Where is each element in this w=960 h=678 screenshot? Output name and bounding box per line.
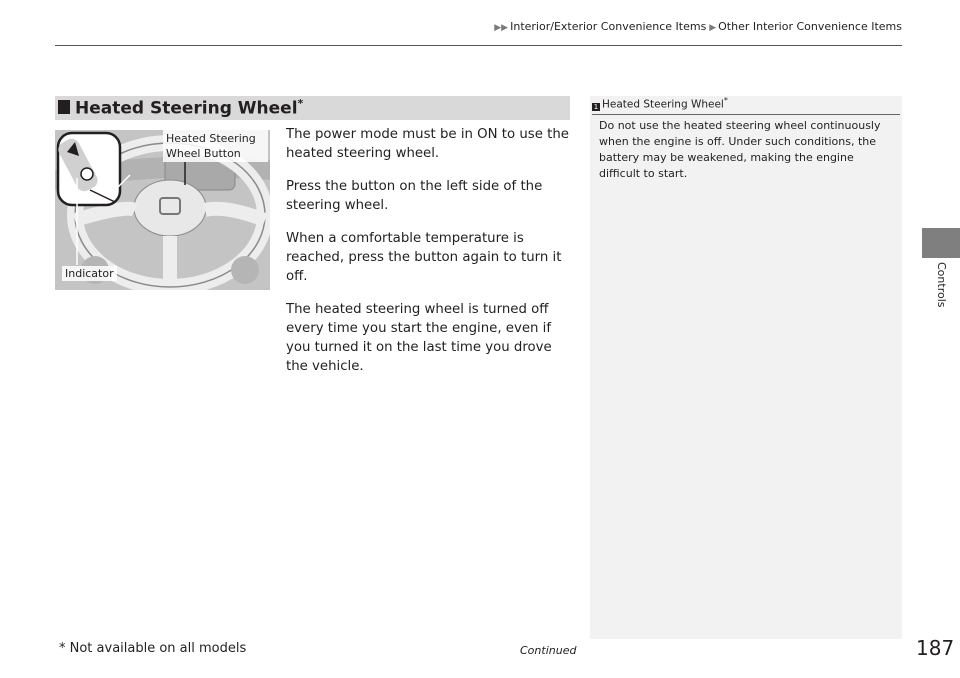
square-bullet-icon	[58, 100, 70, 114]
breadcrumb-item: Interior/Exterior Convenience Items	[510, 20, 707, 33]
side-note-text: Do not use the heated steering wheel continuously when the engine is off. Under such conditions, the battery may be weakened, making the engine difficult to start.	[599, 119, 881, 180]
continued-label: Continued	[520, 644, 577, 657]
breadcrumb	[0, 20, 902, 33]
note-marker: 1	[593, 102, 599, 111]
chapter-tab-marker	[922, 228, 960, 258]
footnote: * Not available on all models	[59, 641, 247, 656]
breadcrumb-item: Other Interior Convenience Items	[718, 20, 902, 33]
chapter-tab-label: Controls	[935, 262, 948, 308]
chapter-tab	[920, 262, 958, 322]
paragraph: The heated steering wheel is turned off every time you start the engine, even if you turned it on the last time you drove the vehicle.	[286, 302, 552, 374]
divider	[55, 45, 902, 46]
paragraph: The power mode must be in ON to use the heated steering wheel.	[286, 127, 569, 161]
arrow-icon: ▶▶	[494, 23, 509, 33]
page-number: 187	[916, 636, 955, 660]
paragraph: Press the button on the left side of the steering wheel.	[286, 179, 543, 213]
callout-label-button: Heated Steering Wheel Button	[163, 130, 268, 162]
side-note-title: 1 Heated Steering Wheel*	[592, 96, 900, 115]
callout-label-indicator: Indicator	[62, 266, 117, 281]
section-header	[55, 96, 570, 120]
arrow-icon: ▶	[706, 23, 717, 33]
instructions-text	[286, 125, 576, 390]
paragraph: When a comfortable temperature is reached, press the button again to turn it off.	[286, 231, 562, 284]
section-title: Heated Steering Wheel*	[75, 97, 304, 119]
